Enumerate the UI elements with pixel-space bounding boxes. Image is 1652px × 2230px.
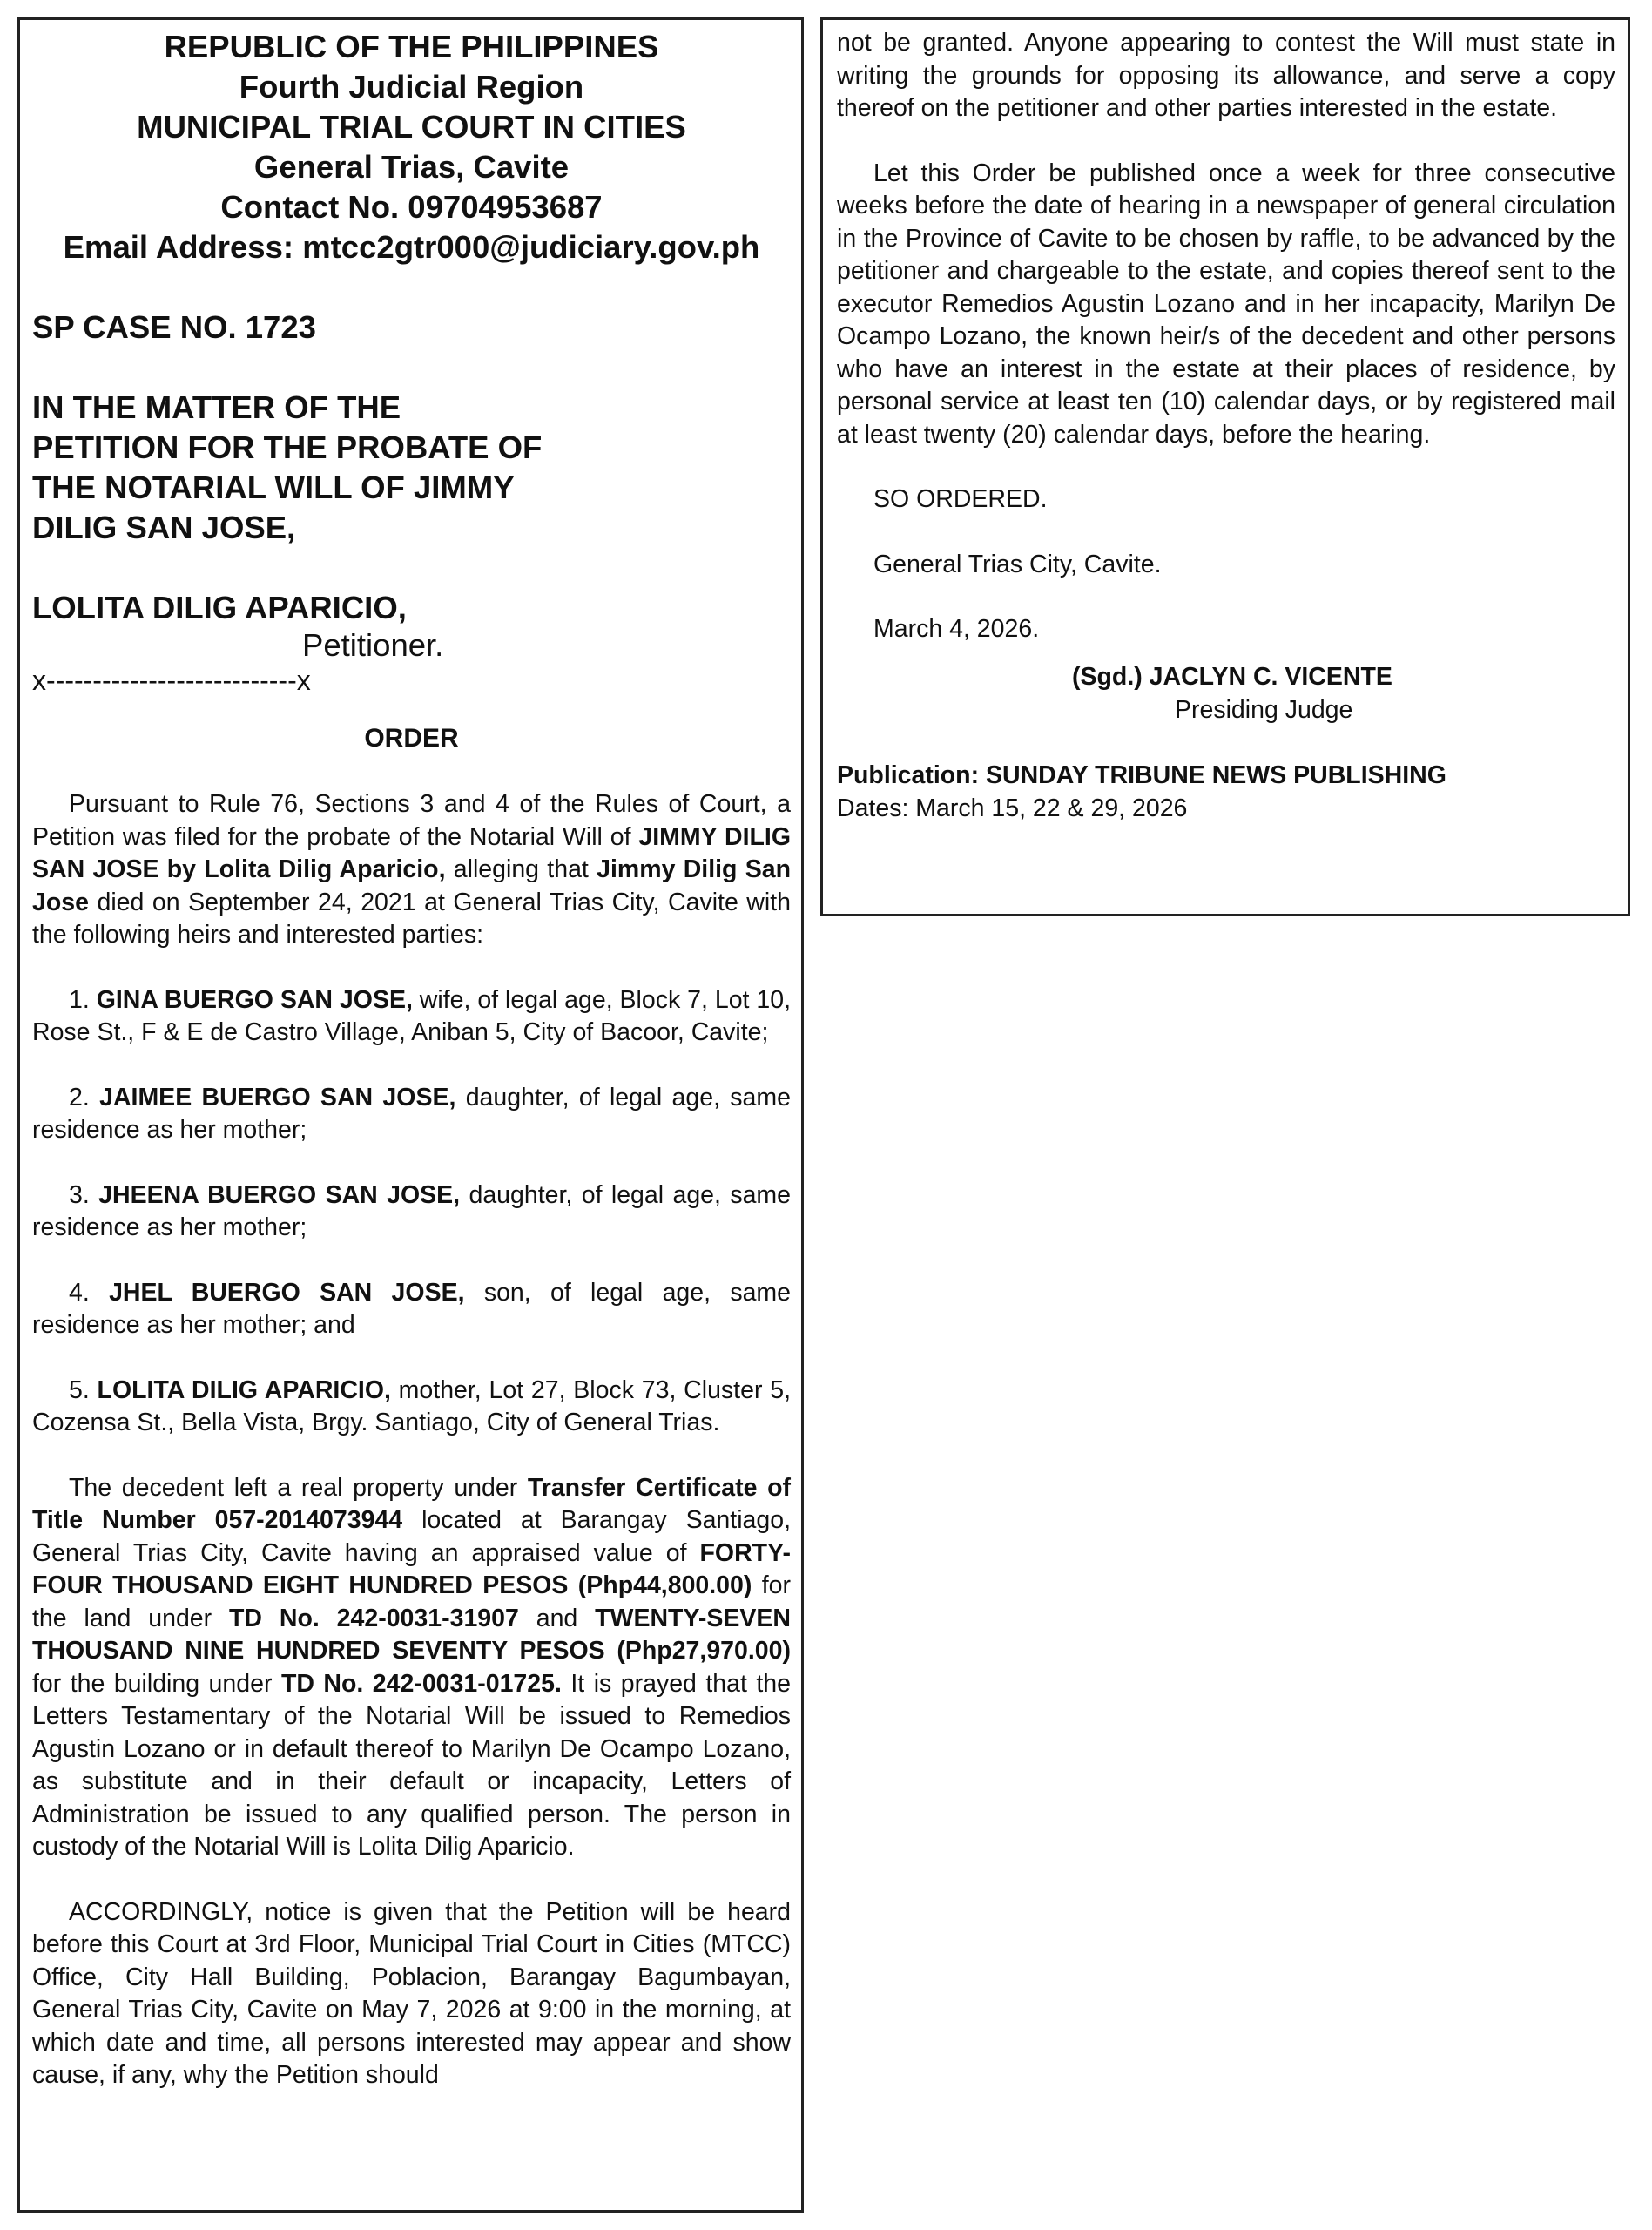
court-header bbox=[32, 27, 791, 267]
property-paragraph: The decedent left a real property under Transfer Certificate of Title Number 057-2014073944 located at Barangay Santiago, General Trias City, Cavite having an appraised value of FORTY-FOUR THOUSAND EIGHT HUNDRED PESOS (Php44,800.00) for the land under TD No. 242-0031-31907 and TWENTY-SEVEN THOUSAND NINE HUNDRED SEVENTY PESOS (Php27,970.00) for the building under TD No. 242-0031-01725. It is prayed that the Letters Testamentary of the Notarial Will be issued to Remedios Agustin Lozano or in default thereof to Marilyn De Ocampo Lozano, as substitute and in their default or incapacity, Letters of Administration be issued to any qualified person. The person in custody of the Notarial Will is Lolita Dilig Aparicio. bbox=[32, 1473, 792, 1861]
publication-order-paragraph: Let this Order be published once a week for three consecutive weeks before the date of hearing in a newspaper of general circulation in the Province of Cavite to be chosen by raffle, to be advanced by the petitioner and chargeable to the estate, and copies thereof sent to the executor Remedios Agustin Lozano and in her incapacity, Marilyn De Ocampo Lozano, the known heir/s of the decedent and other persons who have an interest in the estate at their places of residence, by personal service at least ten (10) calendar days, or by registered mail at least twenty (20) calendar days, before the hearing. bbox=[837, 159, 1615, 449]
continuation-paragraph: not be granted. Anyone appearing to contest the Will must state in writing the grounds for opposing its allowance, and serve a copy thereof on the petitioner and other parties interested in the estate. bbox=[837, 29, 1615, 122]
case-title-line: IN THE MATTER OF THE bbox=[32, 389, 401, 425]
heir-item: 2. JAIMEE BUERGO SAN JOSE, daughter, of legal age, same residence as her mother; bbox=[32, 1083, 791, 1144]
left-column bbox=[17, 17, 804, 2213]
heir-item: 5. LOLITA DILIG APARICIO, mother, Lot 27, Block 73, Cluster 5, Cozensa St., Bella Vista, Brgy. Santiago, City of General Trias. bbox=[32, 1375, 791, 1436]
case-title-line: THE NOTARIAL WILL OF JIMMY bbox=[32, 470, 515, 505]
order-date: March 4, 2026. bbox=[873, 615, 1040, 643]
judge-title: Presiding Judge bbox=[1175, 695, 1353, 724]
publication-dates: Dates: March 15, 22 & 29, 2026 bbox=[837, 794, 1188, 822]
heir-item: 1. GINA BUERGO SAN JOSE, wife, of legal age, Block 7, Lot 10, Rose St., F & E de Castro Village, Aniban 5, City of Bacoor, Cavite; bbox=[32, 985, 792, 1046]
case-separator: x---------------------------x bbox=[32, 665, 311, 696]
judge-name: (Sgd.) JACLYN C. VICENTE bbox=[1072, 662, 1392, 691]
header-line-2: Fourth Judicial Region bbox=[239, 69, 584, 105]
case-title-line: DILIG SAN JOSE, bbox=[32, 510, 296, 545]
header-line-1: REPUBLIC OF THE PHILIPPINES bbox=[164, 29, 659, 64]
hearing-notice-paragraph: ACCORDINGLY, notice is given that the Petition will be heard before this Court at 3rd Floor, Municipal Trial Court in Cities (MTCC) Office, City Hall Building, Poblacion, Barangay Bagumbayan, General Trias City, Cavite on May 7, 2026 at 9:00 in the morning, at which date and time, all persons interested may appear and show cause, if any, why the Petition should bbox=[32, 1897, 791, 2089]
publication-label: Publication: SUNDAY TRIBUNE NEWS PUBLISHING bbox=[837, 760, 1446, 789]
order-heading: ORDER bbox=[364, 724, 459, 753]
signature-block bbox=[837, 660, 1615, 726]
so-ordered: SO ORDERED. bbox=[873, 485, 1048, 513]
header-line-4: General Trias, Cavite bbox=[253, 149, 570, 185]
header-line-3: MUNICIPAL TRIAL COURT IN CITIES bbox=[137, 109, 686, 145]
intro-paragraph: Pursuant to Rule 76, Sections 3 and 4 of the Rules of Court, a Petition was filed for the probate of the Notarial Will of JIMMY DILIG SAN JOSE by Lolita Dilig Aparicio, alleging that Jimmy Dilig San Jose died on September 24, 2021 at General Trias City, Cavite with the following heirs and interested parties: bbox=[32, 790, 791, 949]
heir-item: 3. JHEENA BUERGO SAN JOSE, daughter, of legal age, same residence as her mother; bbox=[32, 1180, 792, 1241]
petitioner-name: LOLITA DILIG APARICIO, bbox=[32, 590, 407, 625]
order-place: General Trias City, Cavite. bbox=[873, 550, 1162, 578]
case-number: SP CASE NO. 1723 bbox=[32, 309, 316, 345]
case-title-line: PETITION FOR THE PROBATE OF bbox=[32, 429, 543, 465]
right-column bbox=[820, 17, 1630, 916]
header-line-5: Contact No. 09704953687 bbox=[220, 189, 603, 225]
heir-item: 4. JHEL BUERGO SAN JOSE, son, of legal age, same residence as her mother; and bbox=[32, 1278, 792, 1339]
case-title bbox=[32, 388, 791, 548]
header-line-6: Email Address: mtcc2gtr000@judiciary.gov.ph bbox=[63, 229, 760, 265]
petitioner-role: Petitioner. bbox=[302, 627, 444, 663]
